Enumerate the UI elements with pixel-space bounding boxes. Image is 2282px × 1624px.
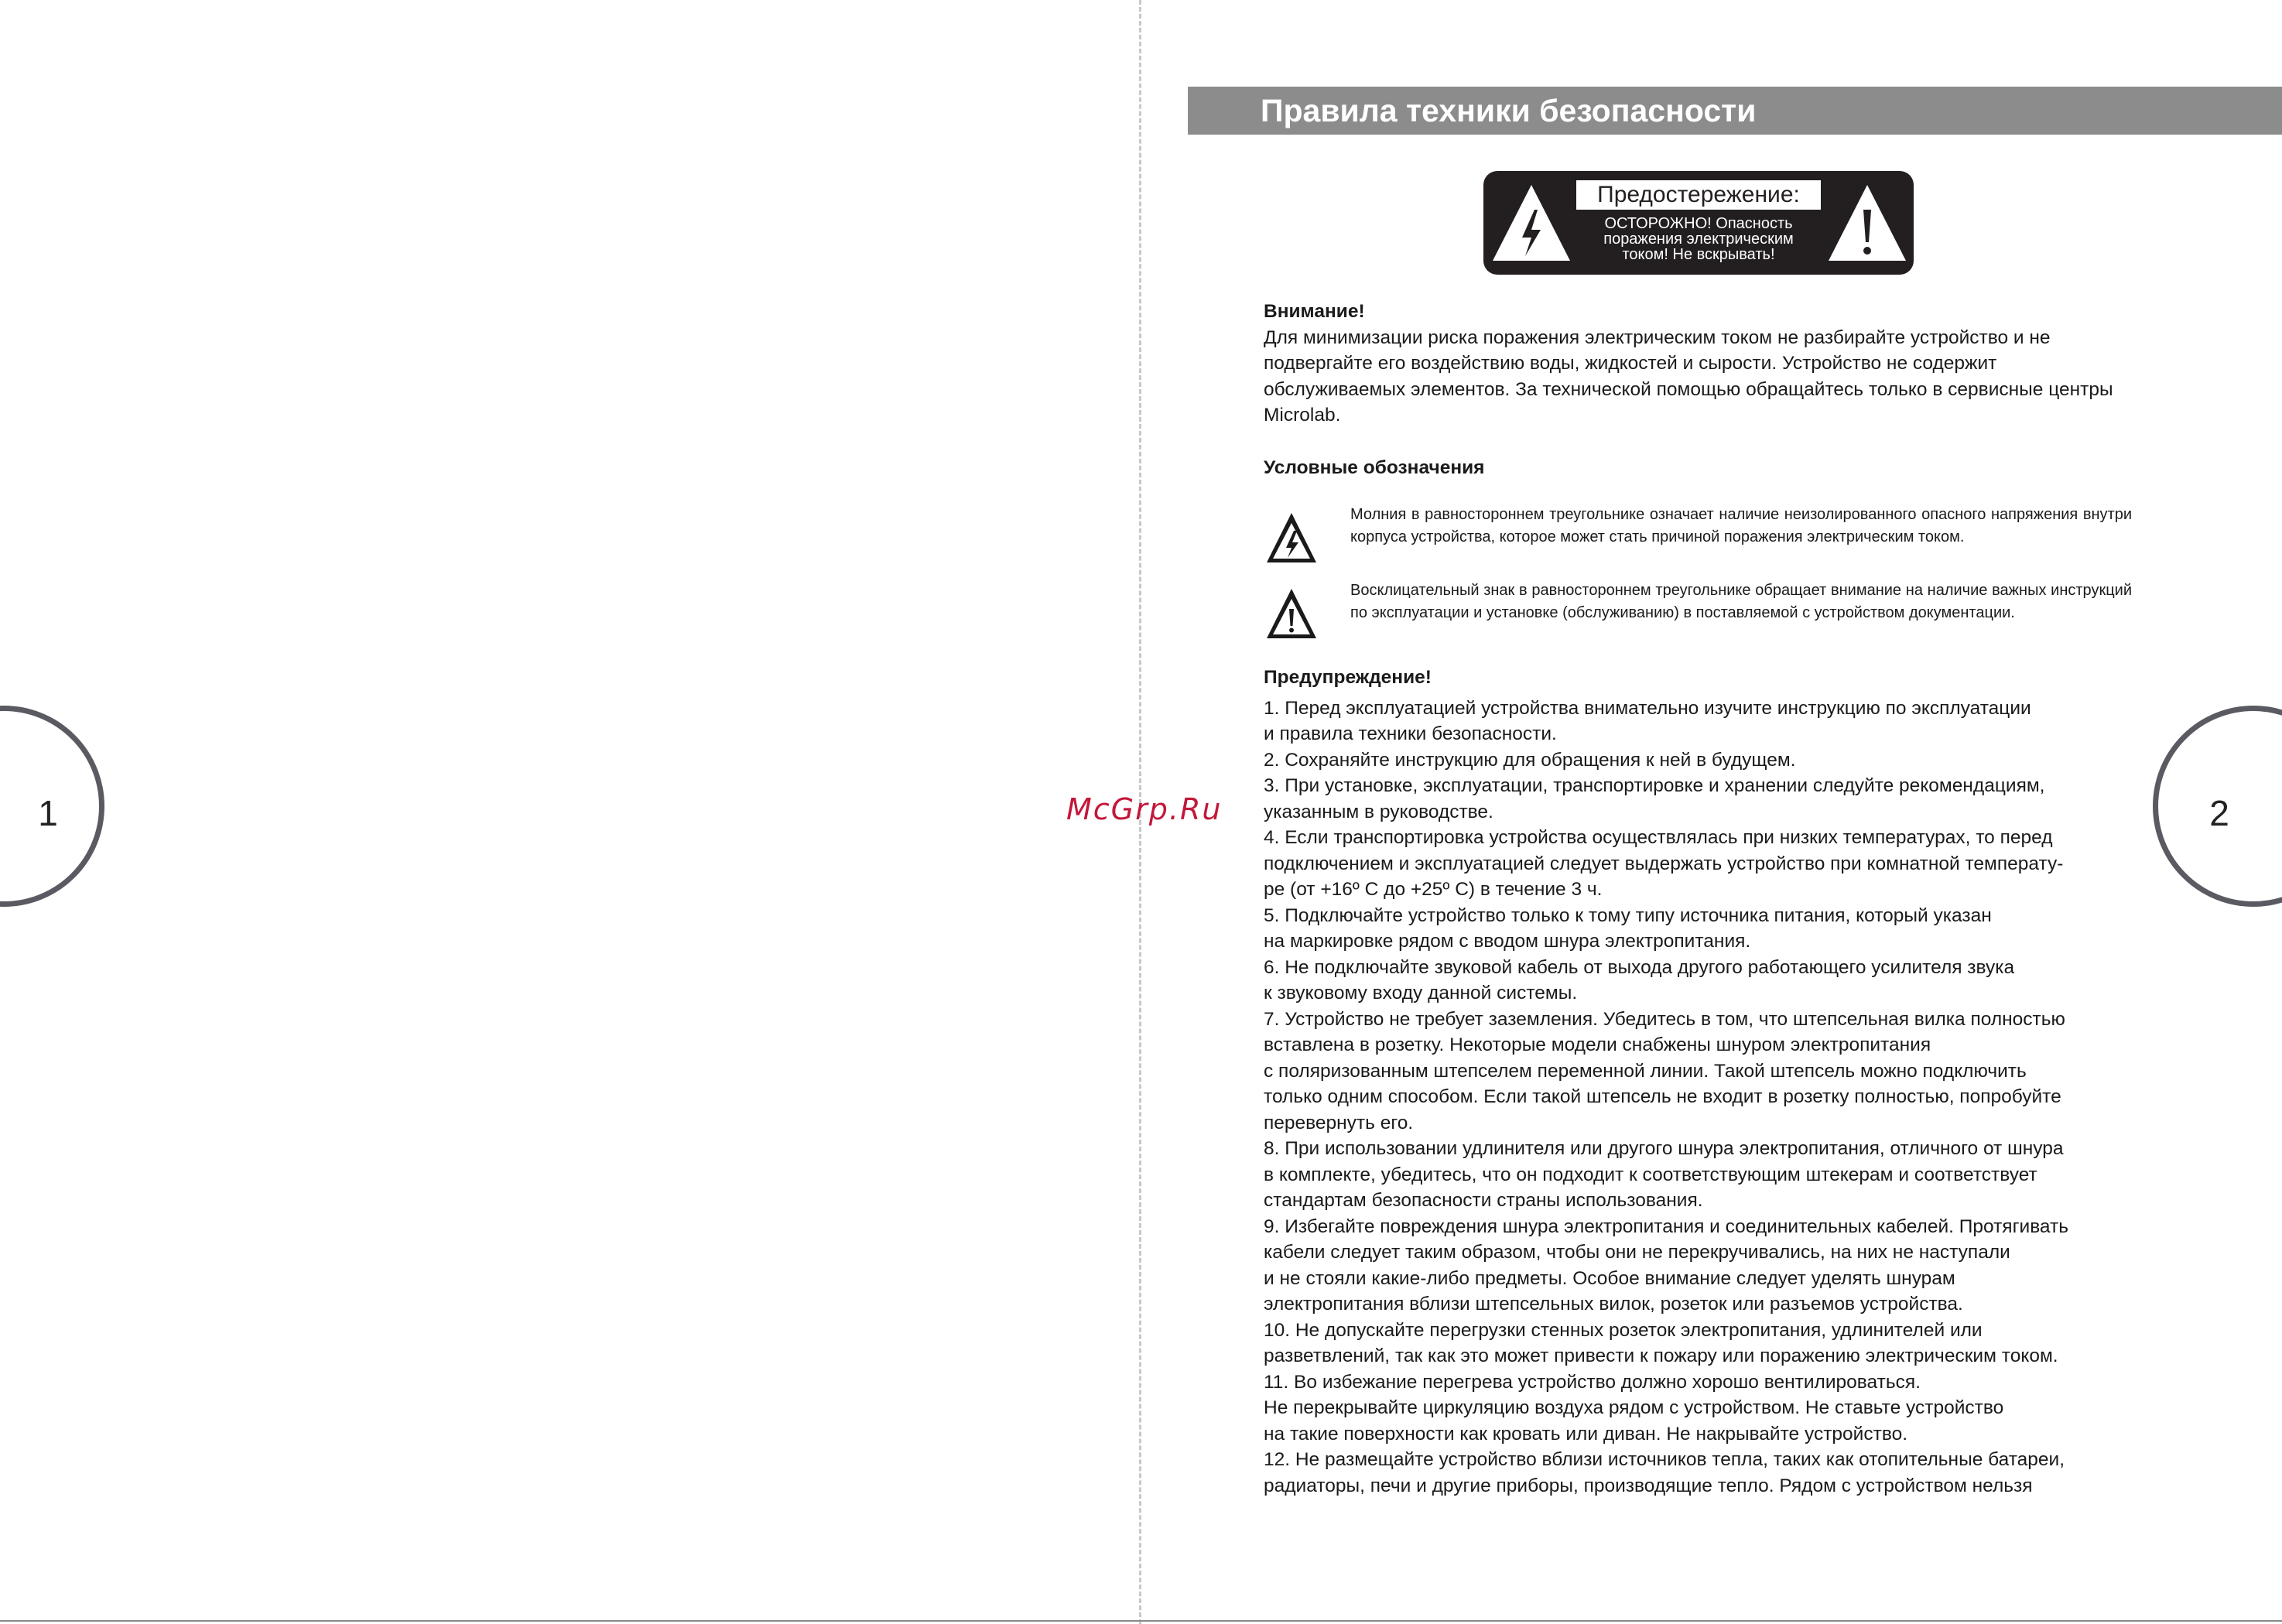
symbol-item — [1264, 504, 2137, 566]
list-item: 4. Если транспортировка устройства осуществлялась при низких температурах, то перед подключением и эксплуатацией следует выдержать устройство при комнатной температу- ре (от +16º С до +25º С) в течение 3 ч. — [1264, 827, 2064, 900]
symbol-description: Восклицательный знак в равностороннем треугольнике обращает внимание на наличие важных инструкций по эксплуатации и установке (обслуживанию) в поставляемой с устройством документации. — [1350, 582, 2132, 621]
list-item: 2. Сохраняйте инструкцию для обращения к ней в будущем. — [1264, 749, 1796, 771]
symbol-item — [1264, 580, 2137, 641]
warning-list — [1264, 696, 2137, 1499]
caution-text: ОСТОРОЖНО! Опасность поражения электрическим током! Не вскрывать! — [1603, 215, 1794, 263]
attention-text: Для минимизации риска поражения электрическим током не разбирайте устройство и не подвергайте его воздействию воды, жидкостей и сырости. Устройство не содержит обслуживаемых элементов. За технической помощью обращайтесь только в сервисные центры Microlab. — [1264, 327, 2113, 426]
list-item: 11. Во избежание перегрева устройство должно хорошо вентилироваться. Не перекрывайте циркуляцию воздуха рядом с устройством. Не ставьте устройство на такие поверхности как кровать или диван. Не накрывайте устройство. — [1264, 1371, 2004, 1445]
caution-label — [1483, 171, 1914, 275]
list-item: 7. Устройство не требует заземления. Убедитесь в том, что штепсельная вилка полностью вставлена в розетку. Некоторые модели снабжены шнуром электропитания с поляризованным штепселем переменной линии. Такой штепсель можно подключить только одним способом. Если такой штепсель не входит в розетку полностью, попробуйте перевернуть его. — [1264, 1008, 2065, 1133]
page-title: Правила техники безопасности — [1188, 87, 2282, 135]
caution-heading: Предостережение: — [1576, 180, 1821, 210]
watermark: McGrp.Ru — [1066, 792, 1223, 826]
exclamation-triangle-icon — [1264, 586, 1319, 641]
bottom-rule — [0, 1620, 2282, 1622]
list-item: 5. Подключайте устройство только к тому типу источника питания, который указан на маркировке рядом с вводом шнура электропитания. — [1264, 904, 1992, 952]
exclamation-triangle-icon — [1825, 180, 1909, 265]
list-item: 3. При установке, эксплуатации, транспортировке и хранении следуйте рекомендациям, указанным в руководстве. — [1264, 775, 2045, 822]
lightning-triangle-icon — [1490, 180, 1573, 265]
list-item: 8. При использовании удлинителя или другого шнура электропитания, отличного от шнура в комплекте, убедитесь, что он подходит к соответствующим штекерам и соответствует стандартам безопасности страны использования. — [1264, 1138, 2064, 1211]
symbols-heading: Условные обозначения — [1264, 456, 1485, 478]
page-number-right: 2 — [2209, 793, 2229, 833]
page-number-left: 1 — [38, 793, 58, 833]
lightning-triangle-icon — [1264, 510, 1319, 566]
list-item: 10. Не допускайте перегрузки стенных розеток электропитания, удлинителей или разветвлений, так как это может привести к пожару или поражению электрическим током. — [1264, 1319, 2058, 1366]
list-item: 6. Не подключайте звуковой кабель от выхода другого работающего усилителя звука к звуковому входу данной системы. — [1264, 956, 2015, 1003]
attention-heading: Внимание! — [1264, 301, 1365, 322]
list-item: 1. Перед эксплуатацией устройства внимательно изучите инструкцию по эксплуатации и правила техники безопасности. — [1264, 697, 2031, 744]
warning-heading: Предупреждение! — [1264, 667, 1432, 688]
list-item: 9. Избегайте повреждения шнура электропитания и соединительных кабелей. Протягивать кабели следует таким образом, чтобы они не перекручивались, на них не наступали и не стояли какие-либо предметы. Особое внимание следует уделять шнурам электропитания вблизи штепсельных вилок, розеток или разъемов устройства. — [1264, 1215, 2069, 1315]
main-content — [1264, 299, 2137, 1499]
list-item: 12. Не размещайте устройство вблизи источников тепла, таких как отопительные батареи, радиаторы, печи и другие приборы, производящие тепло. Рядом с устройством нельзя — [1264, 1449, 2065, 1496]
symbol-description: Молния в равностороннем треугольнике означает наличие неизолированного опасного напряжения внутри корпуса устройства, которое может стать причиной поражения электрическим током. — [1350, 506, 2132, 545]
